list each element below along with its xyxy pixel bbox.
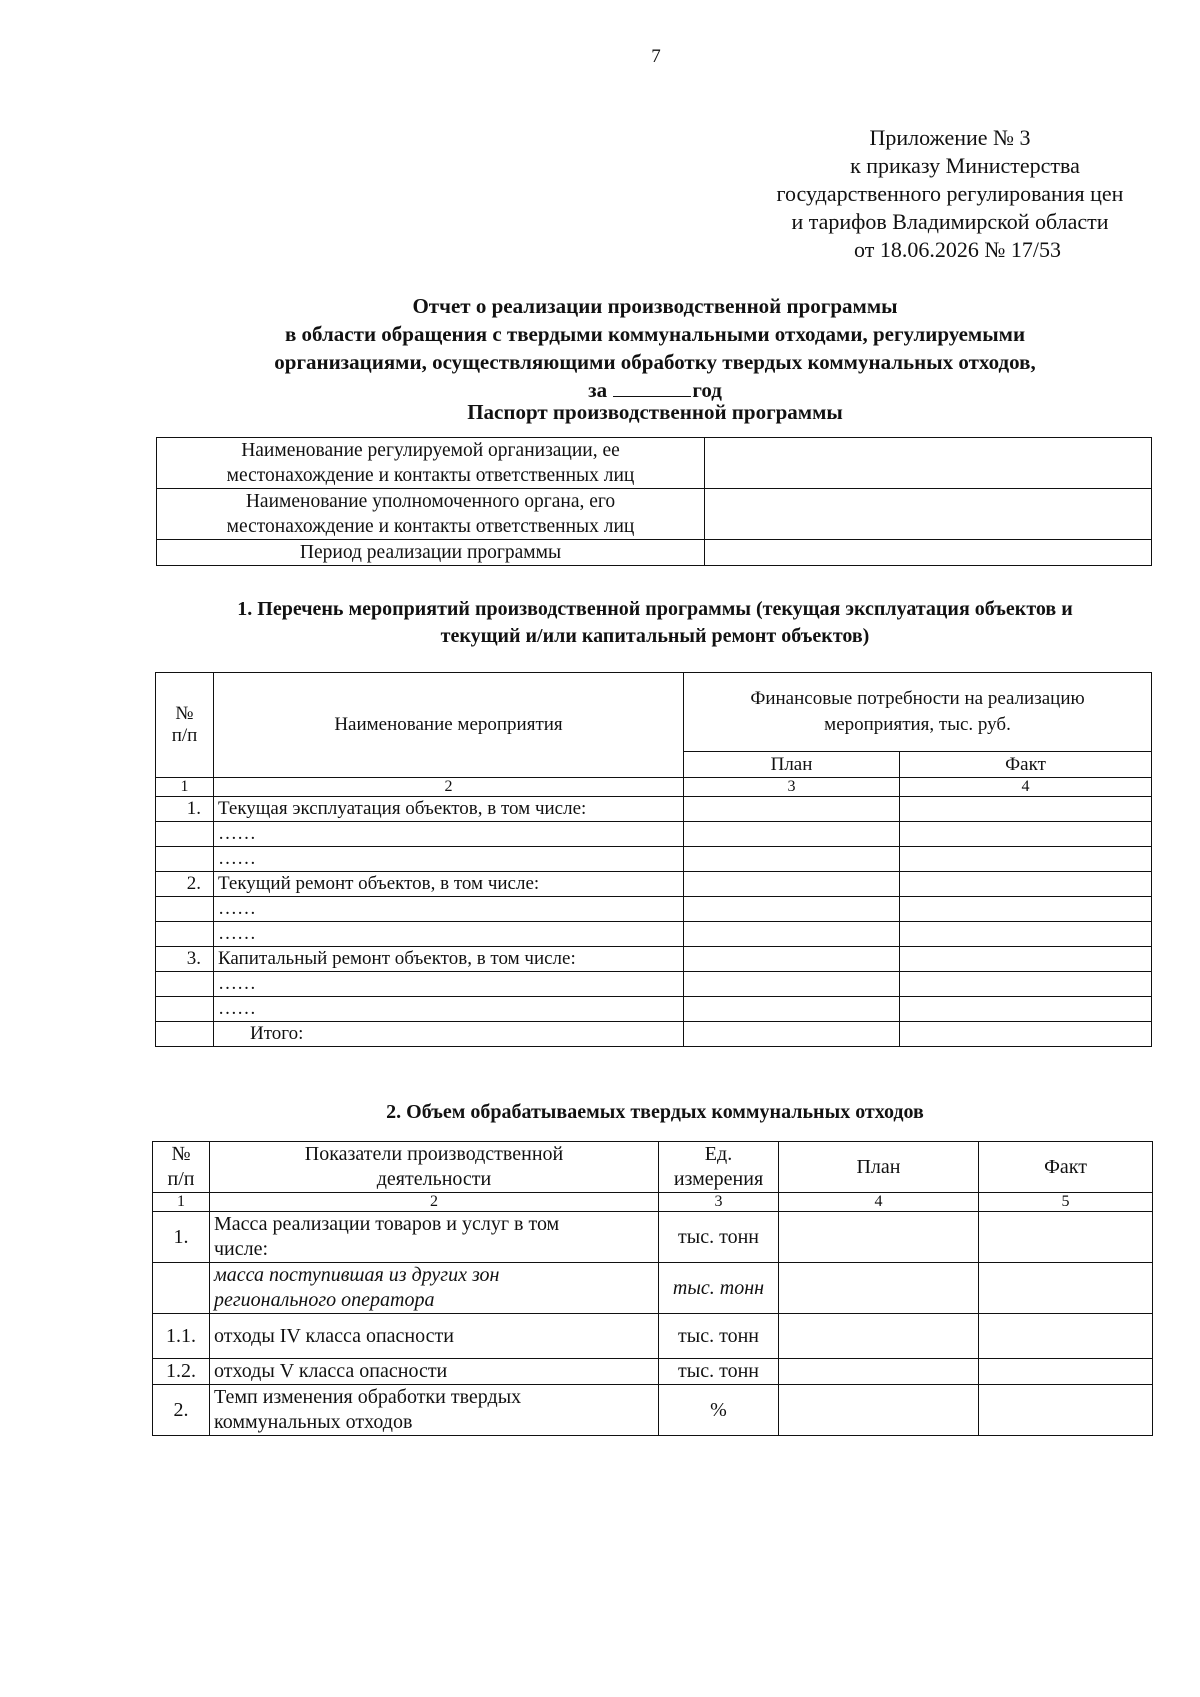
table-row bbox=[156, 822, 1152, 847]
row-number: 3. bbox=[156, 947, 214, 972]
column-number: 4 bbox=[900, 778, 1152, 797]
plan-cell bbox=[684, 822, 900, 847]
row-number: 1.2. bbox=[153, 1359, 210, 1385]
fact-cell bbox=[900, 797, 1152, 822]
unit-cell: % bbox=[659, 1385, 779, 1436]
plan-cell bbox=[684, 847, 900, 872]
column-number: 2 bbox=[210, 1193, 659, 1212]
year-suffix: год bbox=[692, 378, 722, 402]
measure-name: …… bbox=[214, 822, 684, 847]
row-number bbox=[156, 847, 214, 872]
passport-label bbox=[157, 540, 705, 566]
appendix-line: государственного регулирования цен bbox=[776, 181, 1124, 206]
table-row bbox=[153, 1385, 1153, 1436]
passport-label bbox=[157, 489, 705, 540]
row-number: 1. bbox=[153, 1212, 210, 1263]
report-title-line: Отчет о реализации производственной программы bbox=[412, 294, 898, 318]
indicator-name bbox=[210, 1385, 659, 1436]
table-row bbox=[156, 872, 1152, 897]
unit-cell: тыс. тонн bbox=[659, 1359, 779, 1385]
column-number: 1 bbox=[153, 1193, 210, 1212]
table-row bbox=[156, 972, 1152, 997]
label-line: Период реализации программы bbox=[299, 542, 562, 563]
measure-name: …… bbox=[214, 847, 684, 872]
appendix-block bbox=[600, 124, 1200, 264]
plan-cell bbox=[779, 1385, 979, 1436]
header-indicator bbox=[210, 1142, 659, 1193]
header-name: Наименование мероприятия bbox=[214, 673, 684, 778]
row-number: 1.1. bbox=[153, 1314, 210, 1359]
fact-cell bbox=[900, 947, 1152, 972]
fact-cell bbox=[900, 847, 1152, 872]
header-fact: Факт bbox=[900, 752, 1152, 778]
table-row bbox=[156, 847, 1152, 872]
plan-cell bbox=[684, 872, 900, 897]
row-number bbox=[156, 822, 214, 847]
table-row bbox=[156, 897, 1152, 922]
column-number: 3 bbox=[684, 778, 900, 797]
fact-cell bbox=[979, 1359, 1153, 1385]
passport-table bbox=[156, 437, 1152, 566]
passport-title: Паспорт производственной программы bbox=[467, 400, 843, 424]
unit-cell: тыс. тонн bbox=[659, 1263, 779, 1314]
column-number-row bbox=[153, 1193, 1153, 1212]
indicator-name bbox=[210, 1263, 659, 1314]
header-line: мероприятия, тыс. руб. bbox=[824, 714, 1011, 736]
plan-cell bbox=[684, 997, 900, 1022]
row-number bbox=[153, 1263, 210, 1314]
plan-cell bbox=[684, 897, 900, 922]
total-label: Итого: bbox=[214, 1022, 684, 1047]
indicator-line: числе: bbox=[214, 1238, 269, 1260]
header-line: Ед. bbox=[704, 1143, 733, 1165]
label-line: местонахождение и контакты ответственных лиц bbox=[226, 516, 635, 537]
header-plan: План bbox=[779, 1142, 979, 1193]
fact-cell bbox=[900, 822, 1152, 847]
header-line: Показатели производственной bbox=[304, 1143, 564, 1165]
indicator-line: коммунальных отходов bbox=[214, 1411, 413, 1433]
plan-cell bbox=[684, 797, 900, 822]
fact-cell bbox=[979, 1385, 1153, 1436]
report-title-line: организациями, осуществляющими обработку твердых коммунальных отходов, bbox=[274, 350, 1036, 374]
indicator-line: регионального оператора bbox=[214, 1289, 435, 1311]
column-number-row bbox=[156, 778, 1152, 797]
row-number bbox=[156, 897, 214, 922]
table-row bbox=[153, 1263, 1153, 1314]
plan-cell bbox=[684, 972, 900, 997]
column-number: 5 bbox=[979, 1193, 1153, 1212]
total-row bbox=[156, 1022, 1152, 1047]
header-line: Финансовые потребности на реализацию bbox=[750, 688, 1085, 710]
table-row bbox=[153, 1212, 1153, 1263]
report-title bbox=[150, 292, 1160, 404]
header-unit bbox=[659, 1142, 779, 1193]
header-num bbox=[156, 673, 214, 778]
measure-name: Текущий ремонт объектов, в том числе: bbox=[214, 872, 684, 897]
indicator-line: масса поступившая из других зон bbox=[214, 1264, 500, 1286]
year-blank-field bbox=[613, 378, 691, 397]
header-finance bbox=[684, 673, 1152, 752]
label-line: местонахождение и контакты ответственных лиц bbox=[226, 465, 635, 486]
fact-cell bbox=[900, 1022, 1152, 1047]
header-line: п/п bbox=[167, 1168, 195, 1190]
appendix-line: Приложение № 3 bbox=[869, 125, 1031, 150]
fact-cell bbox=[900, 897, 1152, 922]
indicator-line: Масса реализации товаров и услуг в том bbox=[214, 1213, 560, 1235]
plan-cell bbox=[779, 1212, 979, 1263]
column-number: 4 bbox=[779, 1193, 979, 1212]
appendix-line: к приказу Министерства bbox=[850, 153, 1080, 178]
plan-cell bbox=[684, 1022, 900, 1047]
plan-cell bbox=[684, 922, 900, 947]
passport-value-cell bbox=[705, 540, 1152, 566]
column-number: 3 bbox=[659, 1193, 779, 1212]
table-row bbox=[156, 947, 1152, 972]
section-title-line: текущий и/или капитальный ремонт объектов) bbox=[440, 625, 870, 647]
fact-cell bbox=[900, 922, 1152, 947]
measures-table bbox=[155, 672, 1152, 1047]
fact-cell bbox=[979, 1212, 1153, 1263]
table-row bbox=[153, 1359, 1153, 1385]
measure-name: …… bbox=[214, 922, 684, 947]
header-line: № bbox=[175, 703, 194, 724]
passport-value-cell bbox=[705, 438, 1152, 489]
passport-value-cell bbox=[705, 489, 1152, 540]
row-number bbox=[156, 1022, 214, 1047]
section1-title bbox=[150, 596, 1160, 650]
year-prefix: за bbox=[588, 378, 608, 402]
table-header-row bbox=[156, 673, 1152, 752]
indicator-line: Темп изменения обработки твердых bbox=[214, 1386, 522, 1408]
row-number bbox=[156, 997, 214, 1022]
appendix-line: от 18.06.2026 № 17/53 bbox=[854, 237, 1061, 262]
header-plan: План bbox=[684, 752, 900, 778]
row-number: 2. bbox=[153, 1385, 210, 1436]
table-row bbox=[157, 489, 1152, 540]
plan-cell bbox=[684, 947, 900, 972]
indicator-name bbox=[210, 1212, 659, 1263]
row-number bbox=[156, 922, 214, 947]
fact-cell bbox=[900, 972, 1152, 997]
table-row bbox=[157, 438, 1152, 489]
indicator-name: отходы IV класса опасности bbox=[210, 1314, 659, 1359]
appendix-line: и тарифов Владимирской области bbox=[791, 209, 1109, 234]
plan-cell bbox=[779, 1359, 979, 1385]
report-title-line: в области обращения с твердыми коммунальными отходами, регулируемыми bbox=[284, 322, 1026, 346]
row-number: 1. bbox=[156, 797, 214, 822]
section2-title: 2. Объем обрабатываемых твердых коммунальных отходов bbox=[386, 1101, 924, 1123]
measure-name: Капитальный ремонт объектов, в том числе: bbox=[214, 947, 684, 972]
indicator-name: отходы V класса опасности bbox=[210, 1359, 659, 1385]
row-number bbox=[156, 972, 214, 997]
unit-cell: тыс. тонн bbox=[659, 1212, 779, 1263]
table-row bbox=[153, 1314, 1153, 1359]
fact-cell bbox=[979, 1263, 1153, 1314]
header-line: деятельности bbox=[376, 1168, 492, 1190]
plan-cell bbox=[779, 1263, 979, 1314]
table-header-row bbox=[153, 1142, 1153, 1193]
header-num bbox=[153, 1142, 210, 1193]
table-row bbox=[156, 997, 1152, 1022]
passport-label bbox=[157, 438, 705, 489]
column-number: 2 bbox=[214, 778, 684, 797]
page-number: 7 bbox=[651, 46, 661, 67]
header-line: измерения bbox=[673, 1168, 764, 1190]
table-row bbox=[156, 797, 1152, 822]
row-number: 2. bbox=[156, 872, 214, 897]
header-line: п/п bbox=[171, 725, 198, 746]
label-line: Наименование уполномоченного органа, его bbox=[245, 491, 616, 512]
measure-name: …… bbox=[214, 897, 684, 922]
waste-volume-table bbox=[152, 1141, 1153, 1436]
unit-cell: тыс. тонн bbox=[659, 1314, 779, 1359]
fact-cell bbox=[900, 872, 1152, 897]
measure-name: …… bbox=[214, 972, 684, 997]
label-line: Наименование регулируемой организации, ее bbox=[241, 440, 620, 461]
fact-cell bbox=[900, 997, 1152, 1022]
table-row bbox=[156, 922, 1152, 947]
section-title-line: 1. Перечень мероприятий производственной программы (текущая эксплуатация объектов и bbox=[237, 598, 1073, 620]
table-row bbox=[157, 540, 1152, 566]
column-number: 1 bbox=[156, 778, 214, 797]
measure-name: Текущая эксплуатация объектов, в том числе: bbox=[214, 797, 684, 822]
header-line: № bbox=[171, 1143, 191, 1165]
plan-cell bbox=[779, 1314, 979, 1359]
header-fact: Факт bbox=[979, 1142, 1153, 1193]
measure-name: …… bbox=[214, 997, 684, 1022]
fact-cell bbox=[979, 1314, 1153, 1359]
